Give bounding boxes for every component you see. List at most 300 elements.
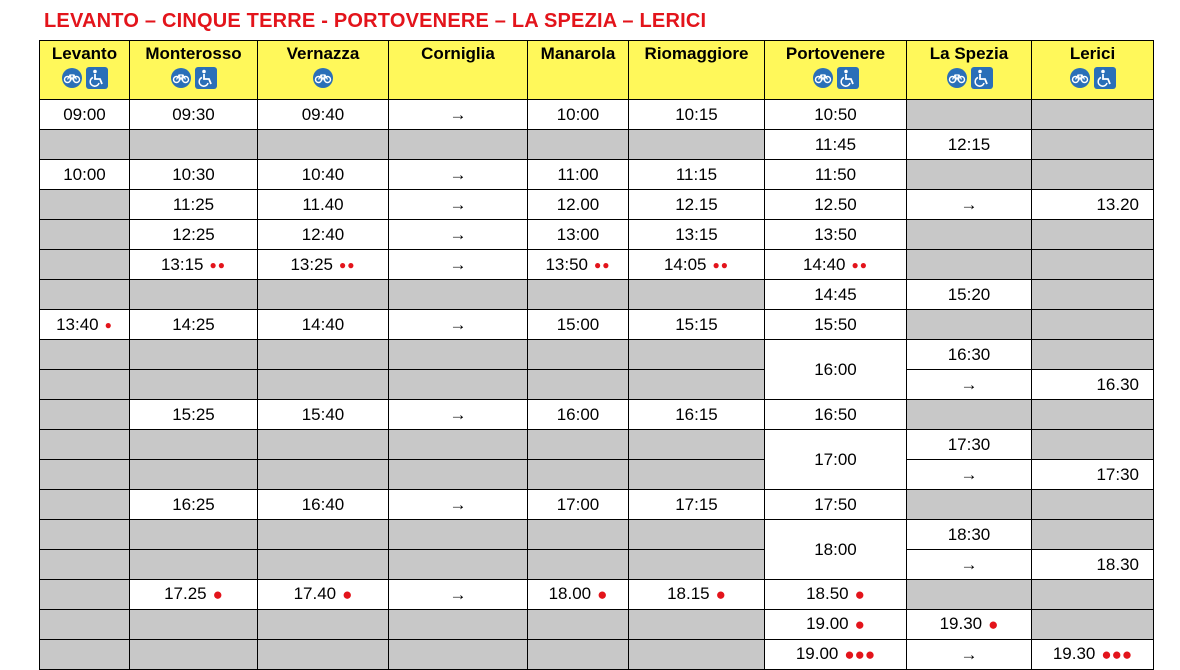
empty-cell: [528, 370, 629, 400]
column-header: [907, 41, 1032, 100]
empty-cell: [40, 610, 130, 640]
time-value: 16.30: [1096, 374, 1139, 394]
empty-cell: [528, 550, 629, 580]
time-value: 11:15: [675, 164, 718, 184]
time-value: 15:25: [172, 404, 215, 424]
service-note-dots: ●: [597, 584, 608, 604]
time-cell: [1032, 550, 1154, 580]
empty-cell: [258, 460, 389, 490]
time-cell: [907, 460, 1032, 490]
column-header-label: Levanto: [51, 44, 118, 63]
column-header-label: Lerici: [1069, 44, 1116, 63]
service-note-dots: ●●: [339, 258, 356, 273]
time-value: 16:50: [814, 404, 857, 424]
service-note-dots: ●●: [209, 258, 227, 273]
time-cell: [629, 490, 765, 520]
time-cell: [907, 280, 1032, 310]
time-cell: [629, 400, 765, 430]
time-cell: [765, 520, 907, 580]
column-header: [1032, 41, 1154, 100]
time-value: 10:30: [172, 164, 215, 184]
column-header-label: La Spezia: [929, 44, 1009, 63]
time-value: 10:15: [675, 104, 718, 124]
empty-cell: [629, 280, 765, 310]
column-header: [40, 41, 130, 100]
empty-cell: [629, 430, 765, 460]
time-value: 17:30: [947, 434, 991, 454]
time-cell: [1032, 370, 1154, 400]
time-value: 17:00: [556, 494, 600, 514]
empty-cell: [389, 640, 528, 670]
time-cell: [40, 160, 130, 190]
bicycle-icon: [1069, 67, 1091, 89]
service-note-dots: ●●●: [844, 644, 876, 664]
time-value: 13:50: [814, 224, 857, 244]
time-value: 12.00: [556, 194, 600, 214]
time-cell: [258, 310, 389, 340]
time-value: 10:50: [814, 104, 857, 124]
empty-cell: [907, 160, 1032, 190]
empty-cell: [629, 640, 765, 670]
time-cell: [389, 250, 528, 280]
time-cell: [528, 400, 629, 430]
empty-cell: [258, 640, 389, 670]
table-row: [40, 550, 1154, 580]
time-cell: [765, 190, 907, 220]
time-value: 16:40: [301, 494, 345, 514]
empty-cell: [130, 280, 258, 310]
empty-cell: [40, 580, 130, 610]
service-note-dots: ●: [854, 614, 865, 634]
empty-cell: [629, 340, 765, 370]
time-value: 13:15: [675, 224, 718, 244]
table-row: [40, 340, 1154, 370]
time-value: 18:00: [814, 539, 857, 559]
empty-cell: [528, 430, 629, 460]
time-value: 12.15: [675, 194, 718, 214]
time-cell: [765, 610, 907, 640]
empty-cell: [528, 610, 629, 640]
time-value: 13:15: [160, 254, 204, 274]
empty-cell: [528, 460, 629, 490]
empty-cell: [1032, 400, 1154, 430]
time-value: 14:25: [172, 314, 215, 334]
empty-cell: [629, 520, 765, 550]
column-header-label: Manarola: [540, 44, 616, 63]
empty-cell: [907, 490, 1032, 520]
time-value: →: [449, 194, 467, 214]
time-cell: [389, 220, 528, 250]
empty-cell: [907, 250, 1032, 280]
time-value: 16:30: [947, 344, 991, 364]
time-cell: [528, 250, 629, 280]
time-cell: [629, 580, 765, 610]
empty-cell: [40, 640, 130, 670]
time-value: 12.50: [814, 194, 857, 214]
time-value: 15:50: [814, 314, 857, 334]
time-value: 11.40: [302, 194, 344, 214]
empty-cell: [258, 370, 389, 400]
empty-cell: [907, 310, 1032, 340]
time-value: →: [960, 194, 978, 214]
time-value: →: [960, 374, 978, 394]
time-value: 10:00: [556, 104, 600, 124]
time-value: 16:00: [556, 404, 600, 424]
time-value: 15:40: [301, 404, 345, 424]
time-value: 15:20: [947, 284, 991, 304]
time-cell: [907, 130, 1032, 160]
empty-cell: [40, 370, 130, 400]
time-value: 16:00: [814, 359, 857, 379]
time-value: 18.15: [667, 584, 710, 604]
time-cell: [907, 190, 1032, 220]
empty-cell: [1032, 280, 1154, 310]
time-cell: [258, 190, 389, 220]
empty-cell: [40, 280, 130, 310]
service-note-dots: ●: [342, 584, 353, 604]
empty-cell: [528, 340, 629, 370]
time-cell: [389, 310, 528, 340]
wheelchair-icon: [1094, 67, 1116, 89]
time-value: 10:40: [301, 164, 345, 184]
empty-cell: [1032, 310, 1154, 340]
time-cell: [765, 340, 907, 400]
time-cell: [907, 340, 1032, 370]
time-value: 16:15: [675, 404, 718, 424]
table-row: [40, 430, 1154, 460]
empty-cell: [40, 190, 130, 220]
time-value: →: [449, 224, 467, 244]
empty-cell: [907, 220, 1032, 250]
time-value: 17:50: [814, 494, 857, 514]
empty-cell: [389, 550, 528, 580]
time-value: 10:00: [63, 164, 106, 184]
empty-cell: [130, 610, 258, 640]
empty-cell: [258, 430, 389, 460]
time-cell: [629, 160, 765, 190]
time-value: 13:25: [290, 254, 334, 274]
column-header-label: Riomaggiore: [644, 44, 749, 63]
empty-cell: [389, 460, 528, 490]
empty-cell: [629, 130, 765, 160]
empty-cell: [130, 640, 258, 670]
service-note-dots: ●●●: [1101, 644, 1133, 664]
time-cell: [258, 220, 389, 250]
time-cell: [765, 100, 907, 130]
empty-cell: [629, 550, 765, 580]
table-row: [40, 100, 1154, 130]
empty-cell: [40, 430, 130, 460]
time-value: 19.30: [939, 614, 983, 634]
empty-cell: [389, 430, 528, 460]
time-cell: [130, 400, 258, 430]
empty-cell: [258, 610, 389, 640]
time-cell: [389, 160, 528, 190]
empty-cell: [389, 340, 528, 370]
time-value: →: [449, 494, 467, 514]
bicycle-icon: [812, 67, 834, 89]
time-value: →: [449, 254, 467, 274]
time-value: 12:15: [947, 134, 991, 154]
time-cell: [765, 430, 907, 490]
service-note-dots: ●: [104, 318, 113, 333]
time-value: 13:50: [545, 254, 589, 274]
table-row: [40, 580, 1154, 610]
empty-cell: [1032, 520, 1154, 550]
time-value: 14:45: [814, 284, 857, 304]
empty-cell: [389, 370, 528, 400]
time-value: 19.00: [795, 644, 839, 664]
time-value: 18.00: [548, 584, 592, 604]
page-title: LEVANTO – CINQUE TERRE - PORTOVENERE – LA SPEZIA – LERICI: [44, 10, 707, 32]
time-value: 19.30: [1052, 644, 1096, 664]
time-cell: [765, 580, 907, 610]
time-value: 13:40: [56, 314, 99, 334]
time-value: →: [449, 164, 467, 184]
service-note-dots: ●: [212, 584, 223, 604]
time-cell: [258, 160, 389, 190]
empty-cell: [1032, 580, 1154, 610]
time-value: 14:05: [663, 254, 707, 274]
time-cell: [765, 400, 907, 430]
time-cell: [258, 400, 389, 430]
wheelchair-icon: [971, 67, 993, 89]
empty-cell: [907, 400, 1032, 430]
time-cell: [130, 310, 258, 340]
wheelchair-icon: [195, 67, 217, 89]
time-value: →: [449, 404, 467, 424]
time-cell: [389, 400, 528, 430]
service-note-dots: ●●: [851, 258, 869, 273]
empty-cell: [907, 580, 1032, 610]
empty-cell: [40, 550, 130, 580]
time-value: 12:40: [301, 224, 345, 244]
time-value: 11:25: [172, 194, 215, 214]
time-cell: [765, 280, 907, 310]
table-row: [40, 460, 1154, 490]
time-cell: [765, 160, 907, 190]
time-value: 12:25: [172, 224, 215, 244]
time-value: 18.50: [806, 584, 849, 604]
time-cell: [258, 580, 389, 610]
time-cell: [40, 100, 130, 130]
empty-cell: [1032, 430, 1154, 460]
empty-cell: [629, 610, 765, 640]
time-cell: [528, 220, 629, 250]
time-cell: [130, 220, 258, 250]
table-row: [40, 160, 1154, 190]
time-cell: [130, 160, 258, 190]
time-cell: [629, 250, 765, 280]
column-header-label: Portovenere: [785, 44, 886, 63]
empty-cell: [40, 250, 130, 280]
wheelchair-icon: [86, 67, 108, 89]
time-value: 09:30: [172, 104, 215, 124]
time-cell: [907, 640, 1032, 670]
time-cell: [765, 310, 907, 340]
column-header-label: Corniglia: [421, 44, 495, 63]
time-value: 17.25: [164, 584, 207, 604]
column-header: [130, 41, 258, 100]
empty-cell: [258, 280, 389, 310]
table-row: [40, 490, 1154, 520]
empty-cell: [258, 520, 389, 550]
empty-cell: [907, 100, 1032, 130]
empty-cell: [258, 340, 389, 370]
bicycle-icon: [170, 67, 192, 89]
empty-cell: [258, 550, 389, 580]
table-row: [40, 310, 1154, 340]
wheelchair-icon: [837, 67, 859, 89]
time-cell: [907, 430, 1032, 460]
table-row: [40, 250, 1154, 280]
timetable-body: [40, 100, 1154, 670]
service-note-dots: ●: [854, 584, 865, 604]
empty-cell: [1032, 130, 1154, 160]
time-cell: [765, 640, 907, 670]
table-row: [40, 220, 1154, 250]
time-cell: [765, 490, 907, 520]
time-cell: [907, 520, 1032, 550]
service-note-dots: ●●: [594, 258, 611, 273]
empty-cell: [1032, 610, 1154, 640]
service-note-dots: ●: [715, 584, 726, 604]
empty-cell: [389, 520, 528, 550]
time-value: 19.00: [806, 614, 849, 634]
time-cell: [258, 490, 389, 520]
column-header-label: Monterosso: [145, 44, 242, 63]
time-value: 11:00: [557, 164, 599, 184]
time-value: 09:00: [63, 104, 106, 124]
table-row: [40, 520, 1154, 550]
table-row: [40, 190, 1154, 220]
time-cell: [765, 130, 907, 160]
empty-cell: [389, 610, 528, 640]
service-note-dots: ●: [988, 614, 999, 634]
time-value: →: [960, 554, 978, 574]
time-cell: [629, 100, 765, 130]
empty-cell: [130, 370, 258, 400]
column-header: [389, 41, 528, 100]
time-value: 18.30: [1096, 554, 1139, 574]
table-row: [40, 400, 1154, 430]
empty-cell: [40, 490, 130, 520]
empty-cell: [1032, 100, 1154, 130]
empty-cell: [130, 340, 258, 370]
empty-cell: [1032, 220, 1154, 250]
time-cell: [389, 100, 528, 130]
time-cell: [907, 370, 1032, 400]
bicycle-icon: [61, 67, 83, 89]
time-cell: [258, 250, 389, 280]
table-row: [40, 610, 1154, 640]
empty-cell: [528, 520, 629, 550]
column-header: [629, 41, 765, 100]
bicycle-icon: [946, 67, 968, 89]
time-value: 17.40: [293, 584, 337, 604]
timetable: [39, 40, 1154, 670]
empty-cell: [40, 400, 130, 430]
column-header: [765, 41, 907, 100]
time-value: 11:45: [814, 134, 857, 154]
time-cell: [40, 310, 130, 340]
time-cell: [629, 220, 765, 250]
time-cell: [528, 100, 629, 130]
empty-cell: [130, 430, 258, 460]
time-cell: [130, 490, 258, 520]
empty-cell: [1032, 490, 1154, 520]
time-cell: [528, 160, 629, 190]
empty-cell: [389, 130, 528, 160]
table-row: [40, 280, 1154, 310]
column-header: [528, 41, 629, 100]
time-value: 11:50: [814, 164, 857, 184]
time-cell: [389, 190, 528, 220]
empty-cell: [528, 130, 629, 160]
time-cell: [130, 580, 258, 610]
empty-cell: [1032, 160, 1154, 190]
empty-cell: [258, 130, 389, 160]
empty-cell: [528, 640, 629, 670]
time-value: 17:00: [814, 449, 857, 469]
column-header: [258, 41, 389, 100]
table-row: [40, 130, 1154, 160]
time-value: →: [449, 104, 467, 124]
time-value: 18:30: [947, 524, 991, 544]
time-cell: [130, 250, 258, 280]
time-cell: [130, 100, 258, 130]
time-cell: [907, 550, 1032, 580]
empty-cell: [40, 460, 130, 490]
time-cell: [1032, 190, 1154, 220]
time-cell: [258, 100, 389, 130]
header-row: [40, 41, 1154, 100]
empty-cell: [130, 460, 258, 490]
time-cell: [765, 250, 907, 280]
time-value: 15:15: [675, 314, 718, 334]
time-cell: [765, 220, 907, 250]
column-header-label: Vernazza: [286, 44, 360, 63]
empty-cell: [40, 520, 130, 550]
empty-cell: [389, 280, 528, 310]
empty-cell: [40, 130, 130, 160]
table-row: [40, 370, 1154, 400]
time-cell: [389, 490, 528, 520]
empty-cell: [40, 220, 130, 250]
empty-cell: [130, 550, 258, 580]
empty-cell: [130, 520, 258, 550]
time-value: 13.20: [1096, 194, 1139, 214]
time-cell: [389, 580, 528, 610]
empty-cell: [528, 280, 629, 310]
empty-cell: [40, 340, 130, 370]
empty-cell: [130, 130, 258, 160]
time-cell: [528, 310, 629, 340]
time-value: →: [960, 644, 978, 664]
time-cell: [1032, 460, 1154, 490]
time-cell: [528, 190, 629, 220]
time-value: 17:30: [1096, 464, 1139, 484]
empty-cell: [629, 460, 765, 490]
time-value: 14:40: [802, 254, 846, 274]
time-value: 17:15: [675, 494, 718, 514]
empty-cell: [1032, 250, 1154, 280]
time-value: 16:25: [172, 494, 215, 514]
time-cell: [528, 490, 629, 520]
empty-cell: [1032, 340, 1154, 370]
time-value: 13:00: [556, 224, 600, 244]
time-value: →: [449, 314, 467, 334]
